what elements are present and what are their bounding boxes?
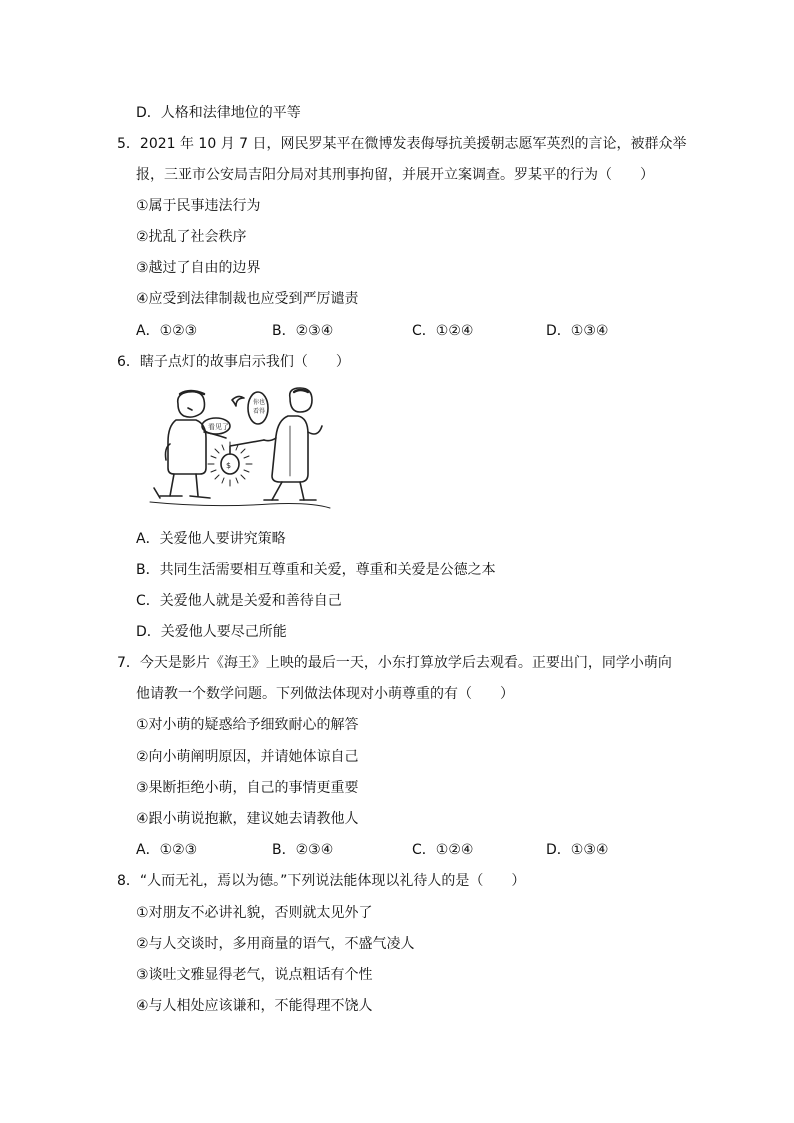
q7-item-3: ③果断拒绝小萌，自己的事情更重要: [136, 780, 359, 796]
q6-option-d: D．关爱他人要尽己所能: [136, 624, 287, 640]
q5-options: [136, 321, 656, 341]
q7-item-1: ①对小萌的疑惑给予细致耐心的解答: [136, 717, 359, 733]
q6-stem: 6．瞎子点灯的故事启示我们（ ）: [117, 354, 350, 370]
q7-stem-line2: 他请教一个数学问题。下列做法体现对小萌尊重的有（ ）: [136, 686, 514, 702]
q4-option-d: D．人格和法律地位的平等: [136, 105, 301, 121]
q7-stem-line1: 7．今天是影片《海王》上映的最后一天，小东打算放学后去观看。正要出门，同学小萌向: [117, 655, 672, 671]
svg-text:你也: 你也: [253, 399, 266, 406]
q7-item-4: ④跟小萌说抱歉，建议她去请教他人: [136, 811, 359, 827]
blind-man-lantern-cartoon-icon: [140, 386, 336, 512]
q5-option-a: A．①②③: [136, 323, 198, 339]
q5-item-2: ②扰乱了社会秩序: [136, 229, 247, 245]
svg-text:$: $: [226, 461, 232, 470]
q5-stem-line2: 报，三亚市公安局吉阳分局对其刑事拘留，并展开立案调查。罗某平的行为（ ）: [136, 167, 654, 183]
q7-option-d: D．①③④: [546, 842, 609, 858]
q8-item-2: ②与人交谈时，多用商量的语气，不盛气凌人: [136, 936, 415, 952]
svg-text:看见了: 看见了: [208, 423, 229, 431]
q7-option-a: A．①②③: [136, 842, 198, 858]
q5-item-4: ④应受到法律制裁也应受到严厉谴责: [136, 291, 359, 307]
q8-item-3: ③谈吐文雅显得老气，说点粗话有个性: [136, 967, 373, 983]
svg-text:看得: 看得: [253, 408, 266, 415]
q8-item-1: ①对朋友不必讲礼貌，否则就太见外了: [136, 905, 373, 921]
q6-option-c: C．关爱他人就是关爱和善待自己: [136, 593, 342, 609]
q5-option-c: C．①②④: [412, 323, 474, 339]
q5-item-3: ③越过了自由的边界: [136, 260, 261, 276]
q7-item-2: ②向小萌阐明原因，并请她体谅自己: [136, 749, 359, 765]
q5-stem-line1: 5．2021 年 10 月 7 日，网民罗某平在微博发表侮辱抗美援朝志愿军英烈的言论，被群众举: [117, 136, 687, 152]
q7-option-b: B．②③④: [272, 842, 334, 858]
q5-option-d: D．①③④: [546, 323, 609, 339]
q5-item-1: ①属于民事违法行为: [136, 198, 261, 214]
q6-option-a: A．关爱他人要讲究策略: [136, 531, 286, 547]
q8-item-4: ④与人相处应该谦和，不能得理不饶人: [136, 998, 373, 1014]
q7-option-c: C．①②④: [412, 842, 474, 858]
q7-options: [136, 840, 656, 860]
q5-option-b: B．②③④: [272, 323, 334, 339]
q6-option-b: B．共同生活需要相互尊重和关爱，尊重和关爱是公德之本: [136, 562, 496, 578]
q8-stem: 8．“人而无礼，焉以为德。”下列说法能体现以礼待人的是（ ）: [117, 873, 526, 889]
